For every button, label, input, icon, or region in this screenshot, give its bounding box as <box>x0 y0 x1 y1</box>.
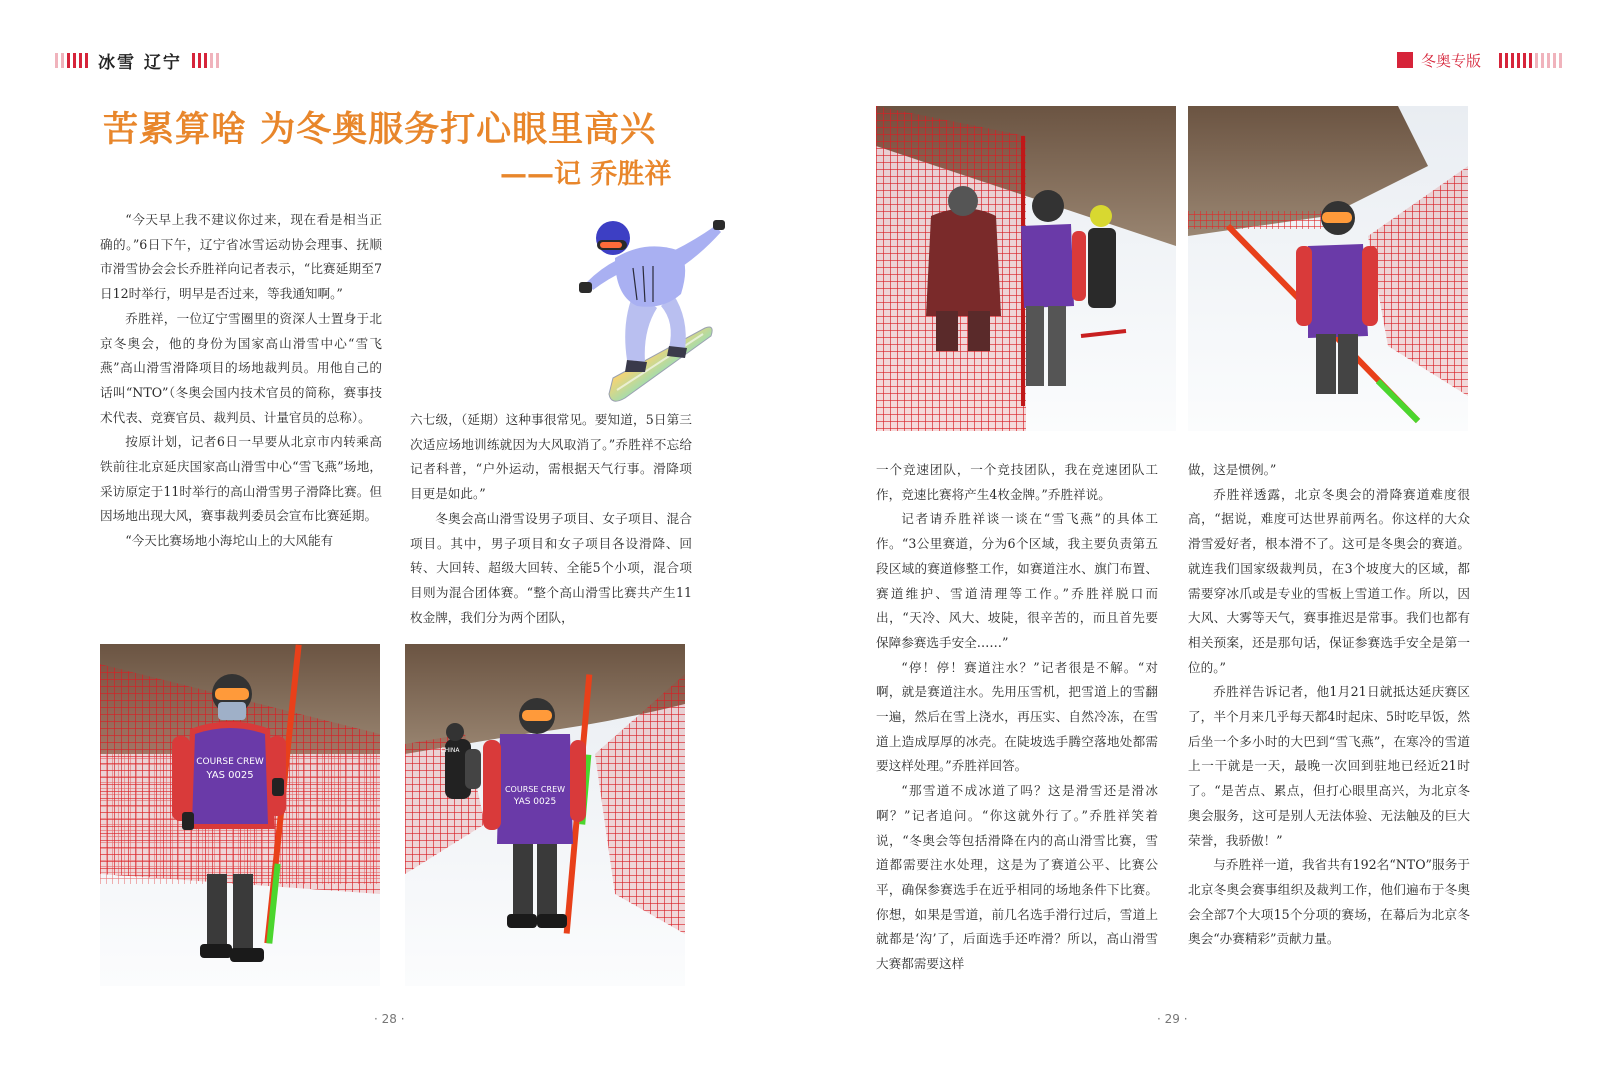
paragraph: 与乔胜祥一道，我省共有192名“NTO”服务于北京冬奥会赛事组织及裁判工作，他们遍布于冬奥会全部7个大项15个分项的赛场，在幕后为北京冬奥会“办赛精彩”贡献力量。 <box>1188 857 1470 947</box>
article-subtitle: ——记 乔胜祥 <box>500 159 672 190</box>
running-header-left <box>55 48 219 72</box>
paragraph: 一个竞速团队，一个竞技团队，我在竞速团队工作，竞速比赛将产生4枚金牌。”乔胜祥说。 <box>876 462 1158 502</box>
paragraph: “今天比赛场地小海坨山上的大风能有 <box>125 533 334 549</box>
snowboarder-illustration <box>565 210 735 410</box>
text-column-4 <box>1188 458 1470 952</box>
paragraph: 按原计划，记者6日一早要从北京市内转乘高铁前往北京延庆国家高山滑雪中心“雪飞燕”场地，采访原定于11时举行的高山滑雪男子滑降比赛。但因场地出现大风，赛事裁判委员会宣布比赛延期。 <box>100 434 382 524</box>
text-column-1 <box>100 208 382 554</box>
bib-text-2: YAS 0025 <box>206 770 254 781</box>
photo-crew-conversation <box>876 106 1176 431</box>
paragraph: “那雪道不成冰道了吗？这是滑雪还是滑冰啊？”记者追问。“你这就外行了。”乔胜祥笑着说，“冬奥会等包括滑降在内的高山滑雪比赛，雪道都需要注水处理，这是为了赛道公平、比赛公平，确保参赛选手在近乎相同的场地条件下比赛。你想，如果是雪道，前几名选手滑行过后，雪道上就都是‘沟’了，后面选手还咋滑？所以，高山滑雪大赛都需要这样 <box>876 783 1158 972</box>
photo-referee-holding-pole <box>1188 106 1468 431</box>
bib-text-1: COURSE CREW <box>196 757 264 767</box>
header-stripes-right <box>192 53 219 68</box>
paragraph: 乔胜祥透露，北京冬奥会的滑降赛道难度很高，“据说，难度可达世界前两名。你这样的大众滑雪爱好者，根本滑不了。这可是冬奥会的赛道。就连我们国家级裁判员，在3个坡度大的区域，都需要穿冰爪或是专业的雪板上雪道工作。所以，因大风、大雾等天气，赛事推迟是常事。我们也都有相关预案，还是那句话，保证参赛选手安全是第一位的。” <box>1188 486 1470 675</box>
paragraph: “今天早上我不建议你过来，现在看是相当正确的。”6日下午，辽宁省冰雪运动协会理事、抚顺市滑雪协会会长乔胜祥向记者表示，“比赛延期至7日12时举行，明早是否过来，等我通知啊。” <box>100 212 382 302</box>
paragraph: 六七级，（延期）这种事很常见。要知道，5日第三次适应场地训练就因为大风取消了。”乔胜祥不忘给记者科普，“户外运动，需根据天气行事。滑降项目更是如此。” <box>410 412 692 502</box>
article-title: 苦累算啥 为冬奥服务打心眼里高兴 <box>103 110 657 150</box>
paragraph: “停！停！赛道注水？”记者很是不解。“对啊，就是赛道注水。先用压雪机，把雪道上的雪翻一遍，然后在雪上浇水，再压实、自然冷冻，在雪道上造成厚厚的冰壳。在陡坡选手腾空落地处都需要这样处理。”乔胜祥回答。 <box>876 659 1158 774</box>
magazine-title: 冰雪 辽宁 <box>98 52 182 73</box>
section-label: 冬奥专版 <box>1420 51 1481 70</box>
bib-text-2: YAS 0025 <box>513 797 557 807</box>
jacket-text: CHINA <box>440 747 460 754</box>
paragraph: 记者请乔胜祥谈一谈在“雪飞燕”的具体工作。“3公里赛道，分为6个区域，我主要负责第五段区域的赛道修整工作，如赛道注水、旗门布置、赛道维护、雪道清理等工作。”乔胜祥脱口而出，“天冷、风大、坡陡，很辛苦的，而且首先要保障参赛选手安全……” <box>876 511 1158 650</box>
page-number-left: · 28 · <box>374 1012 405 1026</box>
section-marker-icon <box>1397 52 1413 68</box>
running-header-right <box>1397 48 1562 72</box>
header-stripes-section <box>1499 53 1562 68</box>
photo-referee-on-course <box>405 644 685 986</box>
paragraph: 冬奥会高山滑雪设男子项目、女子项目、混合项目。其中，男子项目和女子项目各设滑降、回转、大回转、超级大回转、全能5个小项，混合项目则为混合团体赛。“整个高山滑雪比赛共产生11枚金牌，我们分为两个团队， <box>410 510 692 625</box>
paragraph: 乔胜祥告诉记者，他1月21日就抵达延庆赛区了，半个月来几乎每天都4时起床、5时吃早饭，然后坐一个多小时的大巴到“雪飞燕”，在寒冷的雪道上一干就是一天，最晚一次回到驻地已经近21时了。“是苦点、累点，但打心眼里高兴，为北京冬奥会服务，这可是别人无法体验、无法触及的巨大荣誉，我骄傲！” <box>1188 684 1470 848</box>
header-stripes-left <box>55 53 88 68</box>
bib-text-1: COURSE CREW <box>504 785 566 794</box>
text-column-2 <box>410 408 692 630</box>
page-number-right: · 29 · <box>1157 1012 1188 1026</box>
text-column-3 <box>876 458 1158 977</box>
photo-referee-with-pole <box>100 644 380 986</box>
paragraph: 乔胜祥，一位辽宁雪圈里的资深人士置身于北京冬奥会，他的身份为国家高山滑雪中心“雪飞燕”高山滑雪滑降项目的场地裁判员。用他自己的话叫“NTO”（冬奥会国内技术官员的简称，赛事技术代表、竞赛官员、裁判员、计量官员的总称）。 <box>100 310 382 425</box>
paragraph: 做，这是惯例。” <box>1188 462 1277 477</box>
